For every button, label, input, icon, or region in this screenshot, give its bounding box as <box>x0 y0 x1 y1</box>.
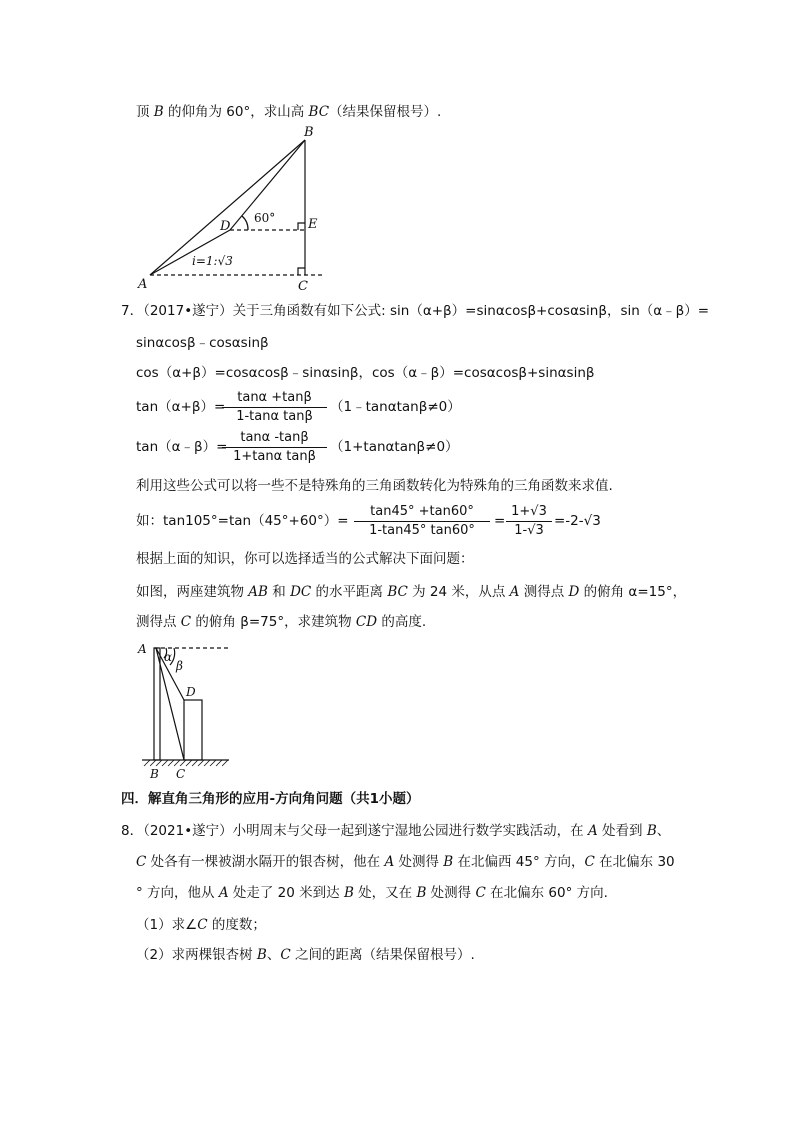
var-AB: AB <box>248 584 268 600</box>
label-B: B <box>304 125 314 140</box>
label-D: D <box>186 685 196 699</box>
label-slope: i=1:√3 <box>192 254 233 268</box>
label-C: C <box>298 279 308 294</box>
problem8-line1 <box>121 822 670 840</box>
fraction-numerator: tan45° +tan60° <box>370 504 474 519</box>
building-DC <box>184 700 202 760</box>
text: 、 <box>266 947 281 963</box>
problem-number: 7． <box>121 303 144 319</box>
text: 处各有一棵被湖水隔开的银杏树，他在 <box>146 854 385 870</box>
right-angle-E <box>298 223 305 230</box>
var-C: C <box>136 854 147 870</box>
text: 关于三角函数有如下公式: sin（α+β）=sinαcosβ+cosαsinβ，sin（α﹣β）= <box>232 303 710 319</box>
example-equals: = <box>494 513 506 529</box>
problem8-line2 <box>136 853 675 871</box>
label-E: E <box>308 217 318 232</box>
problem7-line1 <box>121 302 709 320</box>
knowledge-prompt: 根据上面的知识，你可以选择适当的公式解决下面问题： <box>136 551 474 567</box>
text: 的度数； <box>207 917 266 933</box>
label-D: D <box>220 219 231 234</box>
problem7-question-line1 <box>136 583 686 601</box>
text: 处，又在 <box>353 885 417 901</box>
var-A: A <box>384 854 395 870</box>
problem7-question-line2 <box>136 613 426 631</box>
text: （1）求∠ <box>136 917 198 933</box>
example-lhs: 如：tan105°=tan（45°+60°）= <box>136 513 349 529</box>
text: 、 <box>656 823 671 839</box>
text: 如图，两座建筑物 <box>136 584 249 600</box>
fraction-numerator: tanα +tanβ <box>237 390 312 405</box>
fraction-numerator: 1+√3 <box>511 504 547 519</box>
text: （2）求两棵银杏树 <box>136 947 257 963</box>
problem6-tail <box>136 103 441 121</box>
figure-mountain <box>130 120 340 295</box>
var-A: A <box>587 823 598 839</box>
label-60deg: 60° <box>254 211 276 225</box>
fraction-bar <box>222 447 327 448</box>
figure-buildings <box>134 640 244 785</box>
problem8-sub1 <box>136 916 266 934</box>
var-DC: DC <box>290 584 312 600</box>
tan-sum-condition: （1﹣tanαtanβ≠0） <box>330 399 461 415</box>
text: 处走了 20 米到达 <box>228 885 344 901</box>
text: 的俯角 β=75°，求建筑物 <box>191 614 356 630</box>
var-D: D <box>568 584 580 600</box>
fraction-bar <box>354 521 490 522</box>
text: 处测得 <box>394 854 444 870</box>
problem7-line2: sinαcosβ﹣cosαsinβ <box>136 335 269 351</box>
fraction-bar <box>222 407 327 408</box>
var-CD: CD <box>355 614 378 630</box>
example-fraction-1 <box>354 504 490 539</box>
problem7-line3: cos（α+β）=cosαcosβ﹣sinαsinβ，cos（α﹣β）=cosαcosβ+sinαsinβ <box>136 365 595 381</box>
example-result: =-2-√3 <box>554 513 601 529</box>
problem8-line3 <box>136 884 608 902</box>
fraction-denominator: 1-tan45° tan60° <box>369 523 475 538</box>
text: 的仰角为 60°，求山高 <box>163 104 309 120</box>
var-BC: BC <box>308 104 330 120</box>
tan-sum-fraction <box>222 390 327 425</box>
var-B: B <box>343 885 354 901</box>
fraction-denominator: 1+tanα tanβ <box>233 449 316 464</box>
text: ° 方向，他从 <box>136 885 219 901</box>
label-A: A <box>138 277 148 292</box>
text: 在北偏东 60° 方向. <box>485 885 608 901</box>
problem-number: 8． <box>121 823 144 839</box>
fraction-denominator: 1-√3 <box>514 523 544 538</box>
fraction-numerator: tanα -tanβ <box>240 430 309 445</box>
text: 处看到 <box>597 823 647 839</box>
label-B: B <box>150 767 159 781</box>
fraction-denominator: 1-tanα tanβ <box>236 409 313 424</box>
label-beta: β <box>176 659 183 673</box>
problem-source: （2021•遂宁） <box>143 823 233 839</box>
text: 测得点 <box>136 614 181 630</box>
var-C: C <box>475 885 486 901</box>
var-B: B <box>153 104 164 120</box>
right-angle-C <box>298 268 305 275</box>
tan-diff-fraction <box>222 430 327 465</box>
text: 和 <box>267 584 291 600</box>
line-AD <box>150 230 230 275</box>
text: 测得点 <box>519 584 569 600</box>
tan-sum-lhs: tan（α+β）= <box>136 399 226 415</box>
text: 的俯角 α=15°， <box>579 584 687 600</box>
text: （结果保留根号）. <box>329 104 442 120</box>
formula-usage-note: 利用这些公式可以将一些不是特殊角的三角函数转化为特殊角的三角函数来求值. <box>136 478 613 494</box>
text: 之间的距离（结果保留根号）. <box>290 947 475 963</box>
building-AB <box>154 648 160 760</box>
var-BC: BC <box>387 584 408 600</box>
var-B: B <box>256 947 267 963</box>
text: 处测得 <box>426 885 476 901</box>
var-C: C <box>584 854 595 870</box>
var-B: B <box>646 823 657 839</box>
var-C: C <box>280 947 291 963</box>
label-C: C <box>176 767 186 781</box>
section-heading: 四．解直角三角形的应用-方向角问题（共1小题） <box>121 791 420 807</box>
var-B: B <box>443 854 454 870</box>
label-A: A <box>138 642 147 656</box>
text: 顶 <box>136 104 154 120</box>
problem8-sub2 <box>136 946 475 964</box>
text: 的水平距离 <box>311 584 388 600</box>
fraction-bar <box>506 521 552 522</box>
text: 的高度. <box>377 614 427 630</box>
angle-arc-60 <box>242 216 248 230</box>
text: 在北偏东 30 <box>594 854 675 870</box>
label-alpha: α <box>164 650 173 664</box>
problem-source: （2017•遂宁） <box>143 303 233 319</box>
var-B: B <box>416 885 427 901</box>
example-fraction-2 <box>506 504 552 539</box>
var-A: A <box>509 584 520 600</box>
text: 小明周末与父母一起到遂宁湿地公园进行数学实践活动，在 <box>232 823 588 839</box>
var-C: C <box>180 614 192 630</box>
tan-diff-condition: （1+tanαtanβ≠0） <box>330 439 459 455</box>
var-A: A <box>218 885 229 901</box>
text: 在北偏西 45° 方向， <box>453 854 585 870</box>
var-C: C <box>197 917 208 933</box>
text: 为 24 米，从点 <box>407 584 510 600</box>
tan-diff-lhs: tan（α﹣β）= <box>136 439 228 455</box>
